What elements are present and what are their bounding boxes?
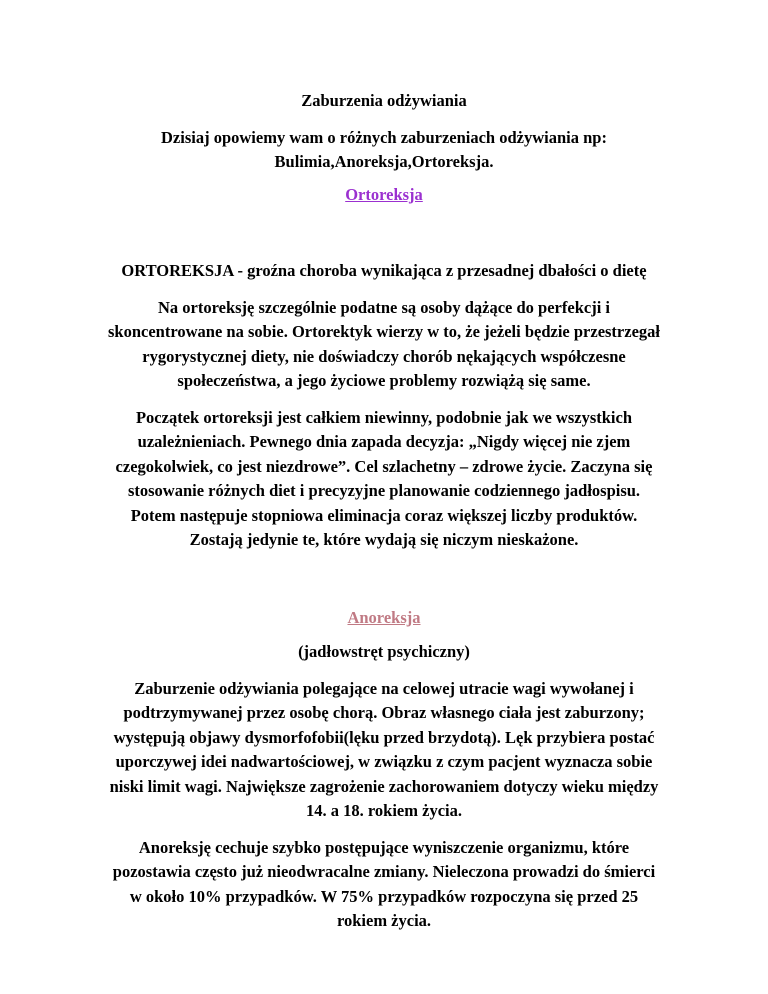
text-line: stosowanie różnych diet i precyzyjne planowanie codziennego jadłospisu.	[127, 481, 641, 500]
text-line: w około 10% przypadków. W 75% przypadków rozpoczyna się przed 25	[129, 886, 639, 906]
text-line: Zostają jedynie te, które wydają się niczym nieskażone.	[189, 530, 579, 549]
text-line: 14. a 18. rokiem życia.	[306, 801, 462, 820]
ortoreksja-heading: ORTOREKSJA - groźna choroba wynikająca z przesadnej dbałości o dietę	[121, 261, 647, 280]
intro-line: Dzisiaj opowiemy wam o różnych zaburzeniach odżywiania np:	[161, 127, 607, 147]
text-line: pozostawia często już nieodwracalne zmiany. Nieleczona prowadzi do śmierci	[112, 862, 656, 881]
text-line: uzależnieniach. Pewnego dnia zapada decyzja: „Nigdy więcej nie zjem	[137, 432, 631, 451]
ortoreksja-link[interactable]: Ortoreksja	[345, 184, 423, 204]
text-line: Anoreksję cechuje szybko postępujące wyniszczenie organizmu, które	[138, 837, 630, 857]
anoreksja-link[interactable]: Anoreksja	[347, 607, 421, 627]
document-title: Zaburzenia odżywiania	[301, 91, 467, 110]
text-line: skoncentrowane na sobie. Ortorektyk wierzy w to, że jeżeli będzie przestrzegał	[107, 322, 660, 341]
anoreksja-subtitle: (jadłowstręt psychiczny)	[298, 642, 470, 661]
text-line: niski limit wagi. Największe zagrożenie zachorowaniem dotyczy wieku między	[109, 776, 659, 796]
ortoreksja-paragraph-2	[70, 406, 698, 553]
text-line: Na ortoreksję szczególnie podatne są osoby dążące do perfekcji i	[157, 297, 610, 317]
text-line: społeczeństwa, a jego życiowe problemy rozwiążą się same.	[177, 371, 591, 390]
anoreksja-paragraph-1	[70, 677, 698, 824]
anoreksja-link-row	[70, 606, 698, 631]
text-line: czegokolwiek, co jest niezdrowe”. Cel szlachetny – zdrowe życie. Zaczyna się	[115, 456, 653, 476]
text-line: rygorystycznej diety, nie doświadczy chorób nękających współczesne	[142, 346, 626, 366]
text-line: występują objawy dysmorfofobii(lęku przed brzydotą). Lęk przybiera postać	[113, 727, 655, 747]
text-line: Początek ortoreksji jest całkiem niewinny, podobnie jak we wszystkich	[135, 407, 633, 427]
ortoreksja-paragraph-1	[70, 296, 698, 394]
text-line: Zaburzenie odżywiania polegające na celowej utracie wagi wywołanej i	[134, 678, 634, 698]
ortoreksja-link-row	[70, 183, 698, 208]
anoreksja-paragraph-2	[70, 836, 698, 934]
intro-paragraph	[70, 126, 698, 175]
text-line: podtrzymywanej przez osobę chorą. Obraz własnego ciała jest zaburzony;	[123, 703, 645, 722]
intro-line: Bulimia,Anoreksja,Ortoreksja.	[274, 152, 494, 171]
text-line: rokiem życia.	[336, 911, 432, 930]
text-line: Potem następuje stopniowa eliminacja coraz większej liczby produktów.	[130, 505, 638, 525]
text-line: uporczywej idei nadwartościowej, w związku z czym pacjent wyznacza sobie	[115, 752, 653, 771]
